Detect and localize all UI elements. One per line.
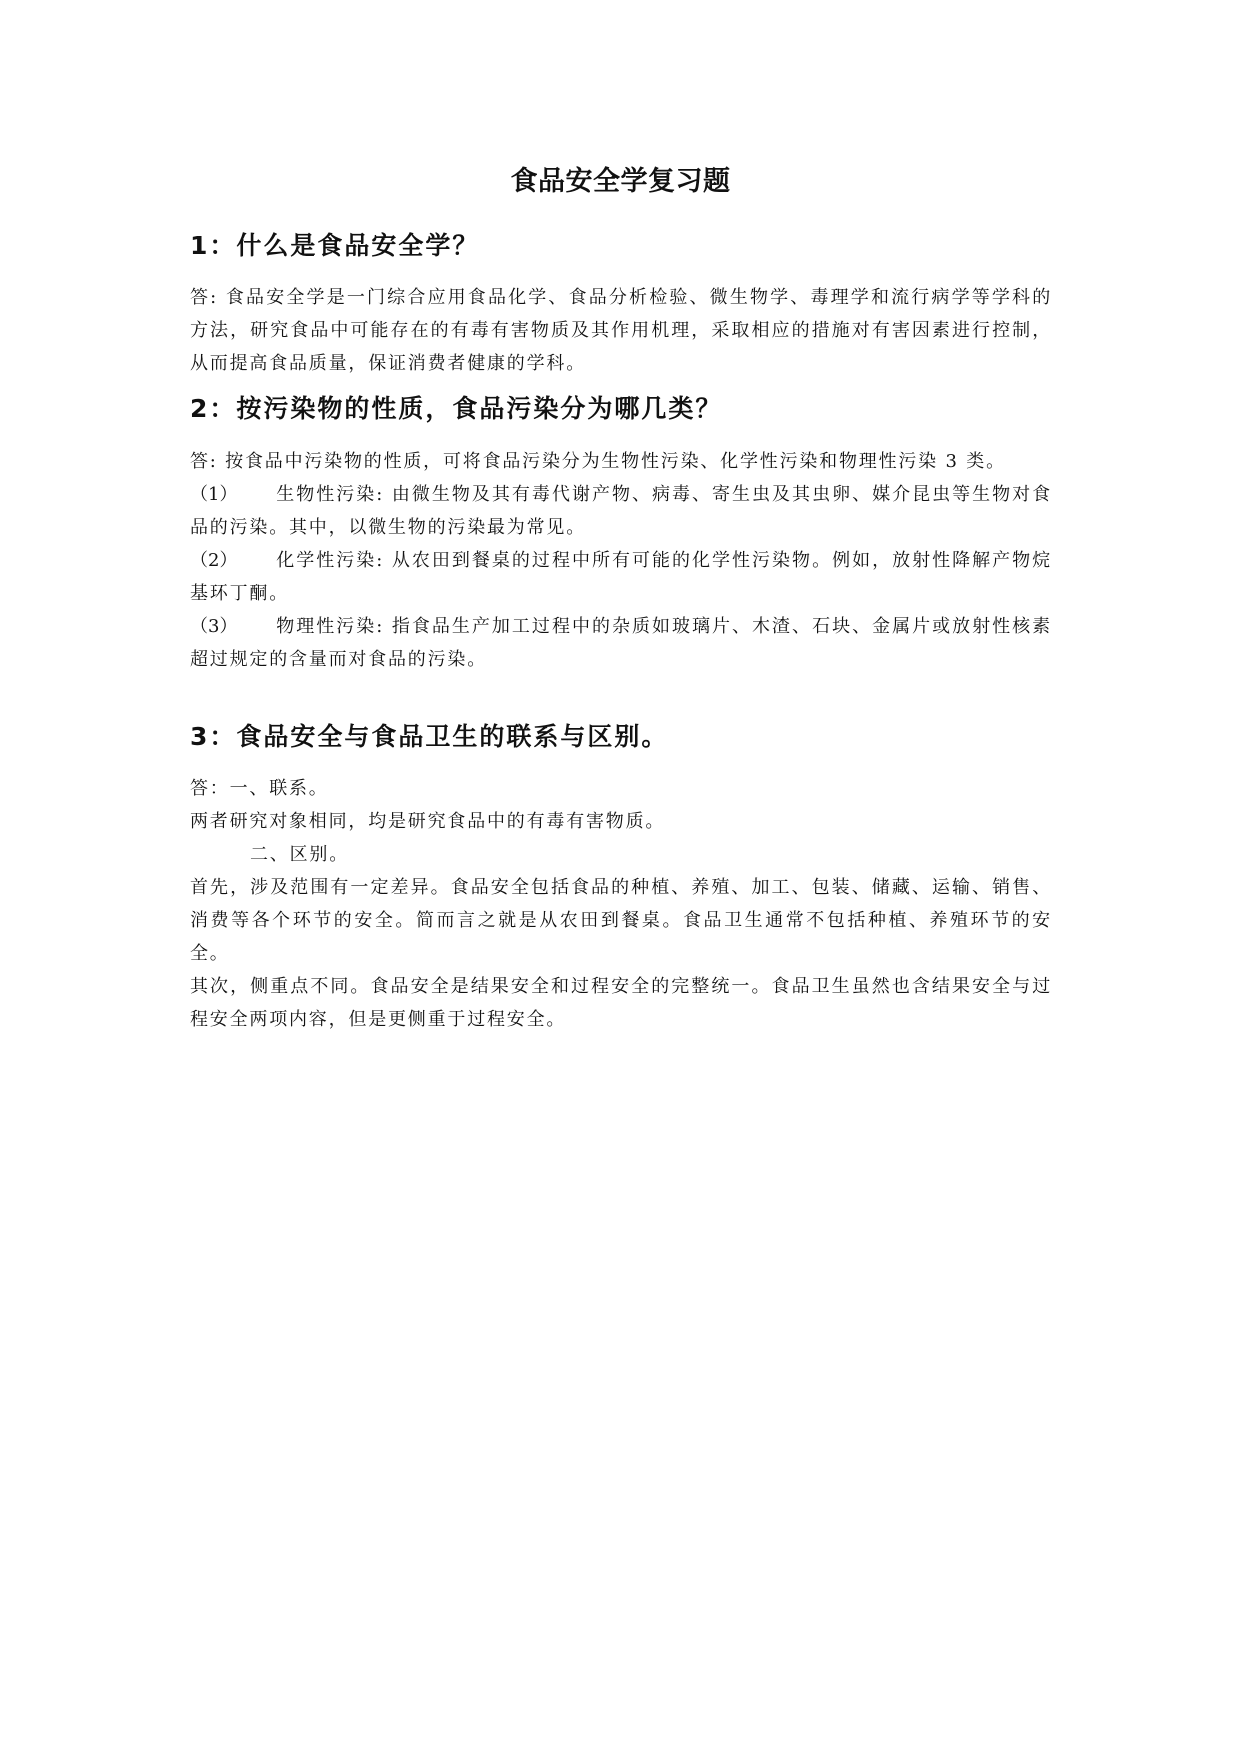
question-2-heading: 2：按污染物的性质，食品污染分为哪几类？ bbox=[190, 394, 723, 423]
question-2-item-3 bbox=[190, 610, 1052, 676]
question-3-answer-line-1: 答：一、联系。 bbox=[190, 778, 329, 799]
question-1-heading bbox=[190, 228, 1070, 264]
question-2-item-1-text: 生物性污染: 由微生物及其有毒代谢产物、病毒、寄生虫及其虫卵、媒介昆虫等生物对食品的污染。其中，以微生物的污染最为常见。 bbox=[190, 484, 1052, 538]
question-3-answer-line-4: 首先，涉及范围有一定差异。食品安全包括食品的种植、养殖、加工、包装、储藏、运输、销售、消费等各个环节的安全。简而言之就是从农田到餐桌。食品卫生通常不包括种植、养殖环节的安全。 bbox=[190, 877, 1052, 964]
question-2-item-3-number: （3） bbox=[190, 616, 238, 637]
question-2-item-2-text: 化学性污染: 从农田到餐桌的过程中所有可能的化学性污染物。例如，放射性降解产物烷基环丁酮。 bbox=[190, 550, 1052, 604]
document-title: 食品安全学复习题 bbox=[510, 166, 731, 197]
question-1-answer-text: 答: 食品安全学是一门综合应用食品化学、食品分析检验、微生物学、毒理学和流行病学等学科的方法，研究食品中可能存在的有毒有害物质及其作用机理，采取相应的措施对有害因素进行控制，从而提高食品质量，保证消费者健康的学科。 bbox=[190, 287, 1052, 374]
question-3-answer bbox=[190, 772, 1052, 1036]
question-3-answer-line-5: 其次，侧重点不同。食品安全是结果安全和过程安全的完整统一。食品卫生虽然也含结果安全与过程安全两项内容，但是更侧重于过程安全。 bbox=[190, 976, 1052, 1030]
question-3-answer-line-3: 二、区别。 bbox=[250, 844, 349, 865]
question-2-item-2 bbox=[190, 544, 1052, 610]
question-2-item-2-number: （2） bbox=[190, 550, 238, 571]
question-2-answer bbox=[190, 445, 1052, 676]
question-2-item-1 bbox=[190, 478, 1052, 544]
question-1-heading-mark: ？ bbox=[452, 231, 480, 260]
question-2-item-1-number: （1） bbox=[190, 484, 238, 505]
question-2-item-3-text: 物理性污染: 指食品生产加工过程中的杂质如玻璃片、木渣、石块、金属片或放射性核素超过规定的含量而对食品的污染。 bbox=[190, 616, 1052, 670]
question-3-heading: 3：食品安全与食品卫生的联系与区别。 bbox=[190, 722, 669, 751]
question-3-answer-line-2: 两者研究对象相同，均是研究食品中的有毒有害物质。 bbox=[190, 811, 666, 832]
question-1-answer bbox=[190, 281, 1052, 380]
question-2-answer-intro: 答: 按食品中污染物的性质，可将食品污染分为生物性污染、化学性污染和物理性污染 3 类。 bbox=[190, 451, 1006, 472]
question-1-heading-text: 1：什么是食品安全学 bbox=[190, 231, 453, 260]
